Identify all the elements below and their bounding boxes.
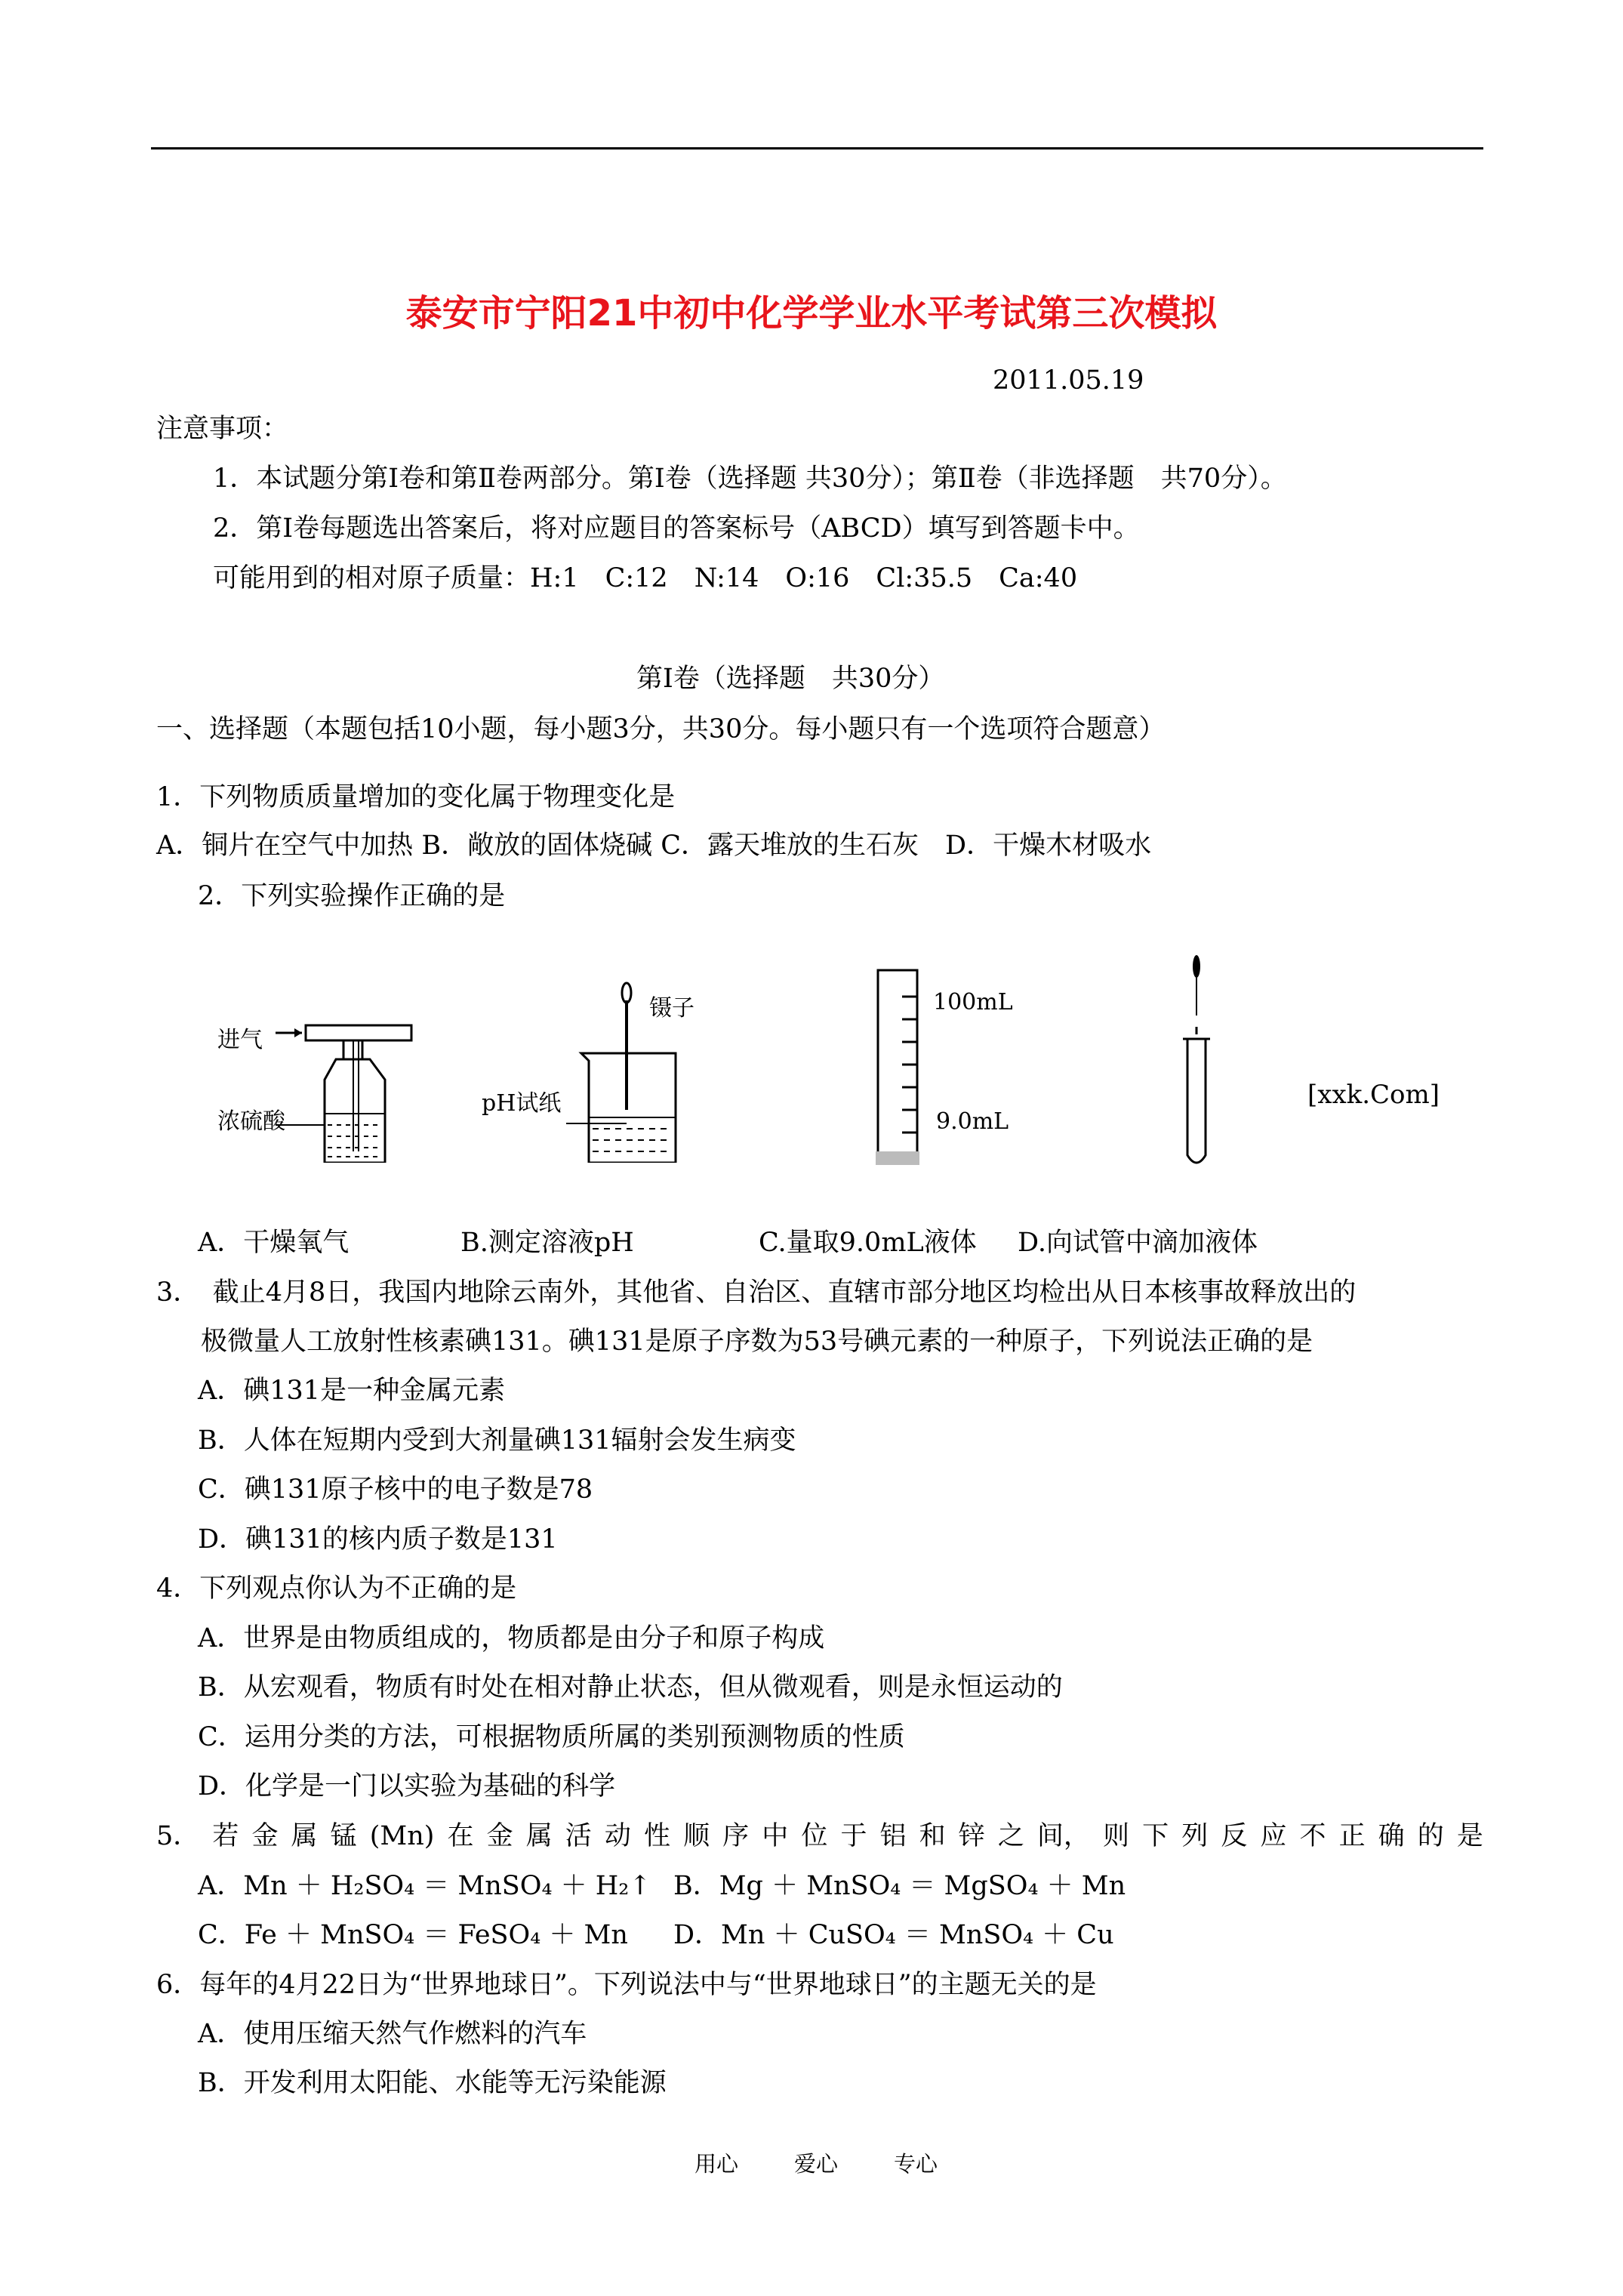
q5-stem-char: 金 <box>486 1821 513 1851</box>
note-1: 1．本试题分第Ⅰ卷和第Ⅱ卷两部分。第Ⅰ卷（选择题 共30分）；第Ⅱ卷（非选择题 共70分）。 <box>213 464 1287 494</box>
section-heading: 第Ⅰ卷（选择题 共30分） <box>636 664 945 694</box>
q5-stem-char: 和 <box>919 1821 946 1851</box>
footer-1: 用心 <box>694 2151 739 2177</box>
note-2: 2．第Ⅰ卷每题选出答案后，将对应题目的答案标号（ABCD）填写到答题卡中。 <box>213 513 1140 544</box>
q5-stem-char: 于 <box>840 1821 867 1851</box>
q4-stem: 4．下列观点你认为不正确的是 <box>156 1573 517 1604</box>
q5-stem-char: 序 <box>722 1821 750 1851</box>
footer-3: 专心 <box>894 2151 938 2177</box>
q5-stem-char: 属 <box>291 1821 318 1851</box>
q5-stem-char: 金 <box>251 1821 279 1851</box>
q5-stem-char: 中 <box>762 1821 789 1851</box>
watermark: [xxk.Com] <box>1307 1080 1440 1110</box>
q2-stem: 2．下列实验操作正确的是 <box>198 881 506 911</box>
gas-washing-bottle-icon <box>272 1019 415 1163</box>
header-rule <box>151 147 1483 149</box>
q6-stem: 6．每年的4月22日为“世界地球日”。下列说法中与“世界地球日”的主题无关的是 <box>156 1970 1097 2000</box>
q2-option-c: C.量取9.0mL液体 <box>759 1228 977 1258</box>
label-volume-bottom: 9.0mL <box>936 1108 1009 1135</box>
label-inlet: 进气 <box>217 1027 263 1053</box>
q5-option-d: D．Mn ＋ CuSO₄ ＝ MnSO₄ ＋ Cu <box>673 1920 1114 1950</box>
q5-option-b: B．Mg ＋ MnSO₄ ＝ MgSO₄ ＋ Mn <box>673 1871 1126 1901</box>
q2-figures <box>0 951 1623 1178</box>
q5-stem-char: 反 <box>1221 1821 1248 1851</box>
q2-option-d: D.向试管中滴加液体 <box>1018 1228 1258 1258</box>
q5-stem-char: 铝 <box>879 1821 907 1851</box>
q3-option-a: A．碘131是一种金属元素 <box>198 1376 506 1406</box>
q5-stem-char: 活 <box>565 1821 592 1851</box>
q2-option-b: B.测定溶液pH <box>460 1228 634 1258</box>
q5-stem-char: (Mn) <box>369 1821 435 1851</box>
beaker-with-tweezers-icon <box>566 982 687 1163</box>
q6-option-a: A．使用压缩天然气作燃料的汽车 <box>198 2019 587 2049</box>
q3-option-c: C．碘131原子核中的电子数是78 <box>198 1475 593 1505</box>
q5-stem-char: 位 <box>801 1821 828 1851</box>
q3-stem-line1: 3． 截止4月8日，我国内地除云南外，其他省、自治区、直辖市部分地区均检出从日本核事故释放出的 <box>156 1277 1357 1308</box>
q5-stem-char: 性 <box>643 1821 670 1851</box>
q5-stem <box>156 1820 1483 1853</box>
label-volume-top: 100mL <box>933 989 1013 1015</box>
q4-option-c: C．运用分类的方法，可根据物质所属的类别预测物质的性质 <box>198 1722 905 1752</box>
q3-option-d: D．碘131的核内质子数是131 <box>198 1524 558 1555</box>
q4-option-a: A．世界是由物质组成的，物质都是由分子和原子构成 <box>198 1623 825 1653</box>
q5-stem-char: 列 <box>1181 1821 1209 1851</box>
exam-date: 2011.05.19 <box>993 365 1144 396</box>
atomic-masses: 可能用到的相对原子质量：H:1 C:12 N:14 O:16 Cl:35.5 Ca:40 <box>213 563 1078 593</box>
q5-option-c: C．Fe ＋ MnSO₄ ＝ FeSO₄ ＋ Mn <box>198 1920 628 1950</box>
q1-options: A．铜片在空气中加热 B．敞放的固体烧碱 C．露天堆放的生石灰 D．干燥木材吸水 <box>156 831 1152 861</box>
notes-heading: 注意事项： <box>156 414 289 444</box>
q4-option-d: D．化学是一门以实验为基础的科学 <box>198 1771 616 1801</box>
q2-option-a: A．干燥氧气 <box>198 1228 350 1258</box>
q5-stem-char: 确 <box>1378 1821 1405 1851</box>
label-acid: 浓硫酸 <box>217 1108 285 1135</box>
q6-option-b: B．开发利用太阳能、水能等无污染能源 <box>198 2068 667 2098</box>
q5-stem-char: 锰 <box>330 1821 357 1851</box>
section-instruction: 一、选择题（本题包括10小题，每小题3分，共30分。每小题只有一个选项符合题意） <box>156 714 1166 744</box>
q1-stem: 1．下列物质质量增加的变化属于物理变化是 <box>156 782 676 812</box>
q5-stem-char: 应 <box>1260 1821 1287 1851</box>
label-tweezers: 镊子 <box>649 995 694 1022</box>
q3-stem-line2: 极微量人工放射性核素碘131。碘131是原子序数为53号碘元素的一种原子，下列说法正确的是 <box>201 1327 1313 1357</box>
q5-stem-char: 正 <box>1338 1821 1366 1851</box>
label-ph-paper: pH试纸 <box>482 1090 562 1117</box>
q5-stem-char: 之 <box>997 1821 1024 1851</box>
document-title: 泰安市宁阳21中初中化学学业水平考试第三次模拟 <box>405 292 1218 334</box>
q3-option-b: B．人体在短期内受到大剂量碘131辐射会发生病变 <box>198 1425 796 1456</box>
q5-stem-char: 动 <box>604 1821 631 1851</box>
dropper-test-tube-icon <box>1174 951 1219 1170</box>
q5-stem-char: 锌 <box>958 1821 985 1851</box>
q5-stem-char: 在 <box>447 1821 474 1851</box>
q4-option-b: B．从宏观看，物质有时处在相对静止状态，但从微观看，则是永恒运动的 <box>198 1672 1063 1703</box>
footer-2: 爱心 <box>794 2151 839 2177</box>
q5-stem-char: 5． <box>156 1821 200 1851</box>
q5-option-a: A．Mn ＋ H₂SO₄ ＝ MnSO₄ ＋ H₂↑ <box>198 1871 651 1901</box>
q5-stem-char: 顺 <box>683 1821 710 1851</box>
q5-stem-char: 下 <box>1142 1821 1169 1851</box>
graduated-cylinder-icon <box>872 966 925 1170</box>
q5-stem-char: 是 <box>1456 1821 1483 1851</box>
q5-stem-char: 的 <box>1417 1821 1444 1851</box>
q5-stem-char: 间， <box>1036 1821 1090 1851</box>
q5-stem-char: 若 <box>212 1821 239 1851</box>
q5-stem-char: 则 <box>1103 1821 1130 1851</box>
q5-stem-char: 属 <box>525 1821 553 1851</box>
q5-stem-char: 不 <box>1299 1821 1326 1851</box>
